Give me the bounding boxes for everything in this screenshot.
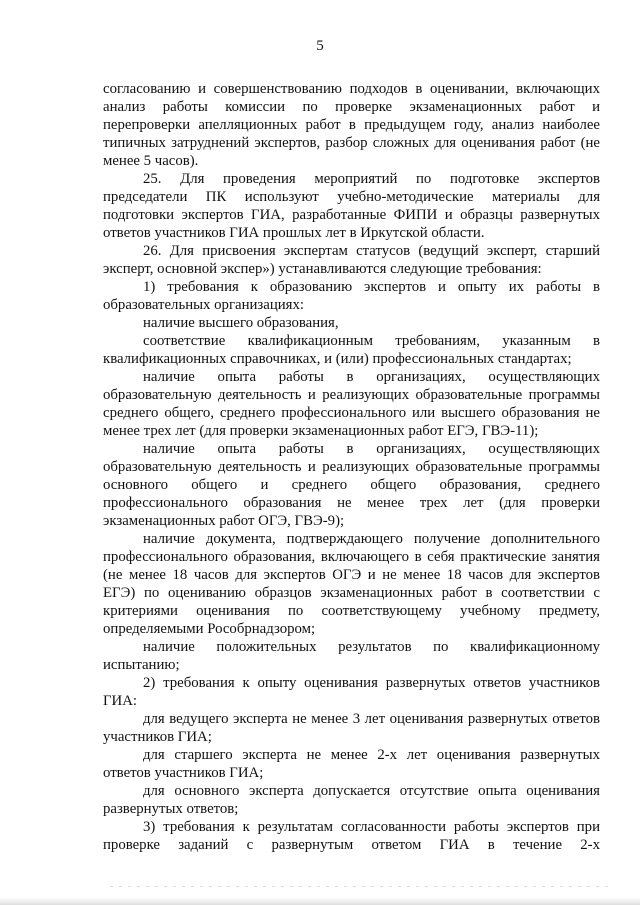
text-line: ГИА: <box>103 693 138 709</box>
text-line: соответствие квалификационным требованиям, указанным в <box>143 333 600 349</box>
text-line: (не менее 18 часов для экспертов ОГЭ и не менее 18 часов для экспертов <box>103 567 600 583</box>
text-line: подготовки экспертов ГИА, разработанные ФИПИ и образцы развернутых <box>103 207 600 223</box>
text-line: развернутых ответов; <box>103 801 239 817</box>
text-line: для основного эксперта допускается отсутствие опыта оценивания <box>143 783 600 799</box>
page-number: 5 <box>316 38 324 54</box>
text-line: образовательную деятельность и реализующих образовательные программы <box>103 459 600 475</box>
text-line: профессионального образования не менее трех лет (для проверки <box>103 495 600 511</box>
text-line: 2) требования к опыту оценивания развернутых ответов участников <box>143 675 600 691</box>
text-line: менее 5 часов). <box>103 153 199 169</box>
text-line: ЕГЭ) по оцениванию образцов экзаменационных работ в соответствии с <box>103 585 600 601</box>
text-line: наличие высшего образования, <box>143 315 339 331</box>
text-line: экзаменационных работ ОГЭ, ГВЭ-9); <box>103 513 345 529</box>
text-line: определяемыми Рособрнадзором; <box>103 621 316 637</box>
text-line: 26. Для присвоения экспертам статусов (ведущий эксперт, старший <box>143 243 600 259</box>
text-line: согласованию и совершенствованию подходов в оценивании, включающих <box>103 81 600 97</box>
text-line: профессионального образования, включающего в себя практические занятия <box>103 549 600 565</box>
text-line: эксперт, основной экспер») устанавливаются следующие требования: <box>103 261 542 277</box>
text-line: образовательных организациях: <box>103 297 304 313</box>
text-line: менее трех лет (для проверки экзаменационных работ ЕГЭ, ГВЭ-11); <box>103 423 539 439</box>
document-body <box>103 80 600 854</box>
text-line: 1) требования к образованию экспертов и опыту их работы в <box>143 279 600 295</box>
text-line: председатели ПК используют учебно-методические материалы для <box>103 189 600 205</box>
text-line: для старшего эксперта не менее 2-х лет оценивания развернутых <box>143 747 600 763</box>
text-line: ответов участников ГИА; <box>103 765 264 781</box>
text-line: ответов участников ГИА прошлых лет в Иркутской области. <box>103 225 485 241</box>
text-line: среднего общего, среднего профессионального или высшего образования не <box>103 405 600 421</box>
text-line: 3) требования к результатам согласованности работы экспертов при <box>143 819 600 835</box>
text-line: анализ работы комиссии по проверке экзаменационных работ и <box>103 99 600 115</box>
text-line: проверке заданий с развернутым ответом ГИА в течение 2-х <box>103 837 600 853</box>
text-line: перепроверки апелляционных работ в предыдущем году, анализ наиболее <box>103 117 600 133</box>
text-line: 25. Для проведения мероприятий по подготовке экспертов <box>143 171 600 187</box>
text-line: для ведущего эксперта не менее 3 лет оценивания развернутых ответов <box>143 711 600 727</box>
text-line: квалификационных справочниках, и (или) профессиональных стандартах; <box>103 351 572 367</box>
text-line: образовательную деятельность и реализующих образовательные программы <box>103 387 600 403</box>
text-line: участников ГИА; <box>103 729 212 745</box>
scan-artifact <box>110 886 610 887</box>
text-line: наличие положительных результатов по квалификационному <box>143 639 600 655</box>
text-line: наличие документа, подтверждающего получение дополнительного <box>143 531 600 547</box>
text-line: испытанию; <box>103 657 180 673</box>
scan-edge <box>0 897 640 905</box>
text-line: основного общего и среднего общего образования, среднего <box>103 477 600 493</box>
text-line: наличие опыта работы в организациях, осуществляющих <box>143 369 600 385</box>
text-line: наличие опыта работы в организациях, осуществляющих <box>143 441 600 457</box>
text-line: критериями оценивания по соответствующему учебному предмету, <box>103 603 600 619</box>
text-line: типичных затруднений экспертов, разбор сложных для оценивания работ (не <box>103 135 600 151</box>
